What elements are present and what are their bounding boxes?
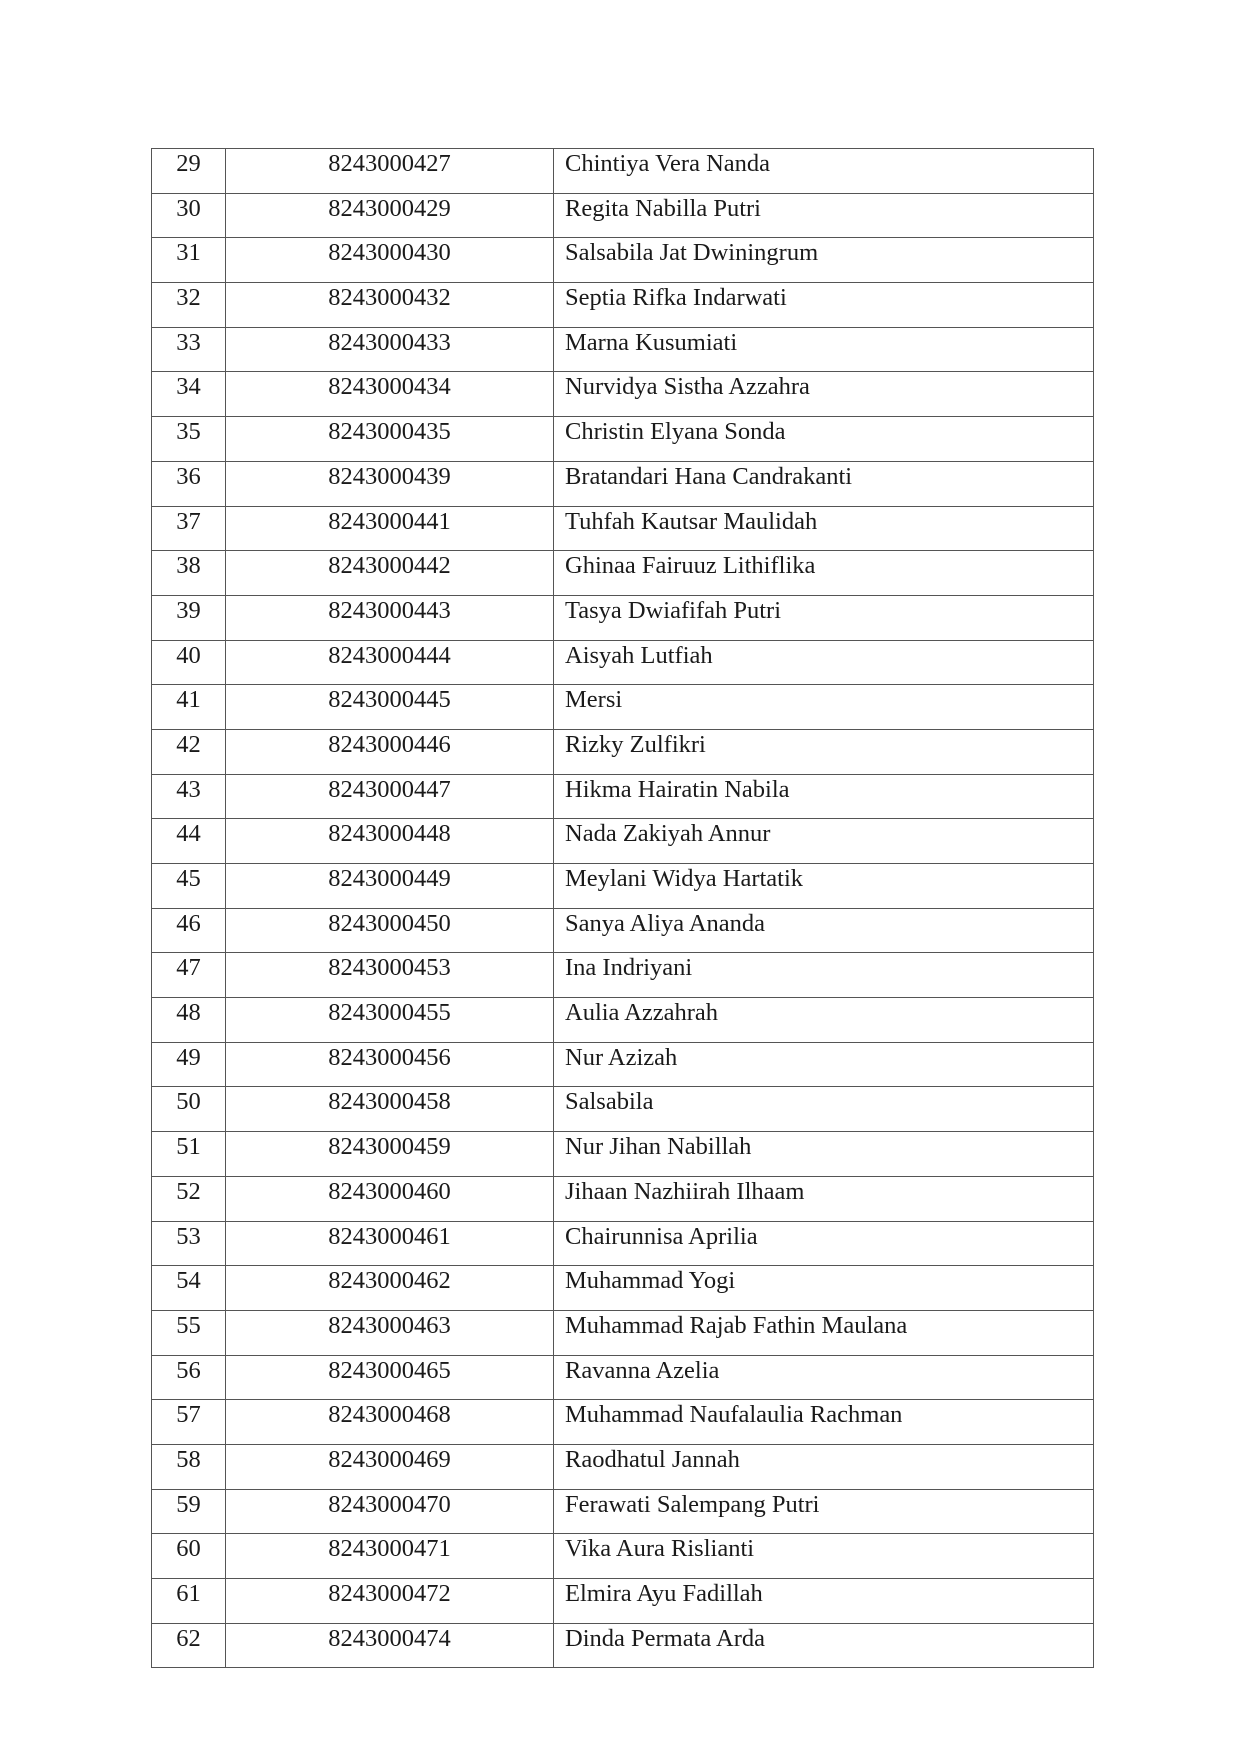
table-row [152, 1176, 1094, 1221]
student-name-cell [554, 1623, 1094, 1668]
table-row [152, 998, 1094, 1043]
student-id-cell [226, 595, 554, 640]
table-row [152, 149, 1094, 194]
student-id-cell-text: 8243000474 [328, 1624, 451, 1652]
table-row [152, 461, 1094, 506]
row-number-cell-text: 42 [176, 730, 201, 758]
table-row [152, 1087, 1094, 1132]
row-number-cell [152, 506, 226, 551]
row-number-cell-text: 31 [176, 239, 201, 267]
student-id-cell [226, 1579, 554, 1624]
row-number-cell [152, 1623, 226, 1668]
student-name-cell [554, 1266, 1094, 1311]
row-number-cell-text: 48 [176, 999, 201, 1027]
table-row [152, 1623, 1094, 1668]
student-id-cell-text: 8243000441 [328, 507, 451, 535]
student-name-cell-text: Christin Elyana Sonda [565, 418, 786, 446]
table-row [152, 819, 1094, 864]
student-id-cell [226, 819, 554, 864]
student-id-cell-text: 8243000458 [328, 1088, 451, 1116]
student-id-cell [226, 729, 554, 774]
row-number-cell-text: 38 [176, 552, 201, 580]
row-number-cell-text: 47 [176, 954, 201, 982]
student-name-cell [554, 193, 1094, 238]
student-id-cell [226, 1221, 554, 1266]
row-number-cell-text: 37 [176, 507, 201, 535]
student-id-cell-text: 8243000447 [328, 775, 451, 803]
student-name-cell [554, 1579, 1094, 1624]
student-id-cell [226, 1355, 554, 1400]
student-id-cell [226, 1400, 554, 1445]
table-row [152, 908, 1094, 953]
student-name-cell [554, 461, 1094, 506]
row-number-cell [152, 1221, 226, 1266]
student-id-cell-text: 8243000471 [328, 1535, 451, 1563]
student-name-cell [554, 1132, 1094, 1177]
student-name-cell-text: Ina Indriyani [565, 954, 693, 982]
student-id-cell-text: 8243000459 [328, 1133, 451, 1161]
table-row [152, 327, 1094, 372]
student-id-cell [226, 372, 554, 417]
table-row [152, 1042, 1094, 1087]
table-row [152, 1132, 1094, 1177]
student-id-cell-text: 8243000446 [328, 730, 451, 758]
student-name-cell-text: Mersi [565, 686, 623, 714]
student-name-cell-text: Bratandari Hana Candrakanti [565, 462, 853, 490]
student-name-cell-text: Muhammad Yogi [565, 1267, 736, 1295]
student-name-cell-text: Salsabila [565, 1088, 654, 1116]
student-id-cell-text: 8243000462 [328, 1267, 451, 1295]
student-name-cell-text: Regita Nabilla Putri [565, 194, 761, 222]
row-number-cell [152, 640, 226, 685]
student-id-cell [226, 551, 554, 596]
student-name-cell [554, 1444, 1094, 1489]
student-name-cell [554, 595, 1094, 640]
student-id-cell [226, 774, 554, 819]
student-id-cell [226, 685, 554, 730]
row-number-cell-text: 45 [176, 865, 201, 892]
row-number-cell [152, 729, 226, 774]
row-number-cell [152, 283, 226, 328]
student-id-cell-text: 8243000433 [328, 328, 451, 356]
row-number-cell-text: 43 [176, 775, 201, 803]
student-id-cell-text: 8243000448 [328, 820, 451, 848]
row-number-cell [152, 1444, 226, 1489]
table-row [152, 864, 1094, 909]
student-id-cell [226, 461, 554, 506]
row-number-cell [152, 998, 226, 1043]
row-number-cell [152, 417, 226, 462]
student-name-cell [554, 1534, 1094, 1579]
student-id-cell-text: 8243000456 [328, 1043, 451, 1071]
student-id-cell [226, 506, 554, 551]
row-number-cell [152, 1132, 226, 1177]
student-id-cell [226, 1310, 554, 1355]
student-id-cell [226, 1444, 554, 1489]
student-id-cell [226, 908, 554, 953]
row-number-cell [152, 372, 226, 417]
student-id-cell [226, 283, 554, 328]
student-id-cell-text: 8243000435 [328, 418, 451, 446]
row-number-cell-text: 32 [176, 284, 201, 312]
student-name-cell-text: Chairunnisa Aprilia [565, 1222, 758, 1250]
row-number-cell-text: 40 [176, 641, 201, 669]
row-number-cell [152, 819, 226, 864]
row-number-cell [152, 1355, 226, 1400]
row-number-cell [152, 864, 226, 909]
student-name-cell [554, 1087, 1094, 1132]
table-row [152, 640, 1094, 685]
student-id-cell-text: 8243000449 [328, 865, 451, 892]
student-name-cell-text: Marna Kusumiati [565, 328, 738, 356]
student-name-cell [554, 551, 1094, 596]
row-number-cell [152, 1400, 226, 1445]
row-number-cell [152, 1310, 226, 1355]
table-row [152, 953, 1094, 998]
student-id-cell [226, 417, 554, 462]
student-id-cell-text: 8243000463 [328, 1311, 451, 1339]
student-name-cell-text: Salsabila Jat Dwiningrum [565, 239, 819, 267]
row-number-cell [152, 1087, 226, 1132]
student-name-cell-text: Muhammad Naufalaulia Rachman [565, 1401, 903, 1429]
student-id-cell-text: 8243000434 [328, 373, 451, 401]
row-number-cell-text: 41 [176, 686, 201, 714]
student-id-cell [226, 1132, 554, 1177]
student-name-cell [554, 1489, 1094, 1534]
row-number-cell-text: 44 [176, 820, 201, 848]
row-number-cell-text: 34 [176, 373, 201, 401]
row-number-cell [152, 1266, 226, 1311]
student-id-cell-text: 8243000470 [328, 1490, 451, 1518]
student-table [151, 148, 1094, 1668]
student-id-cell-text: 8243000442 [328, 552, 451, 580]
student-name-cell-text: Meylani Widya Hartatik [565, 865, 804, 892]
row-number-cell-text: 57 [176, 1401, 201, 1429]
row-number-cell-text: 29 [176, 150, 201, 177]
student-name-cell-text: Jihaan Nazhiirah Ilhaam [565, 1177, 805, 1205]
student-table-body [152, 149, 1094, 1668]
row-number-cell-text: 36 [176, 462, 201, 490]
student-name-cell [554, 685, 1094, 730]
student-name-cell [554, 1310, 1094, 1355]
student-name-cell-text: Ferawati Salempang Putri [565, 1490, 820, 1518]
row-number-cell [152, 685, 226, 730]
row-number-cell [152, 1534, 226, 1579]
row-number-cell-text: 30 [176, 194, 201, 222]
student-id-cell-text: 8243000444 [328, 641, 451, 669]
row-number-cell [152, 595, 226, 640]
student-id-cell [226, 1534, 554, 1579]
table-row [152, 551, 1094, 596]
table-row [152, 595, 1094, 640]
row-number-cell [152, 238, 226, 283]
student-name-cell-text: Nada Zakiyah Annur [565, 820, 771, 848]
student-name-cell [554, 1400, 1094, 1445]
student-id-cell [226, 1623, 554, 1668]
student-id-cell-text: 8243000455 [328, 999, 451, 1027]
row-number-cell-text: 46 [176, 909, 201, 937]
student-name-cell-text: Elmira Ayu Fadillah [565, 1580, 763, 1607]
student-id-cell [226, 640, 554, 685]
row-number-cell [152, 774, 226, 819]
table-row [152, 1489, 1094, 1534]
student-name-cell [554, 1042, 1094, 1087]
student-name-cell [554, 327, 1094, 372]
table-row [152, 1310, 1094, 1355]
student-id-cell-text: 8243000430 [328, 239, 451, 267]
student-name-cell-text: Dinda Permata Arda [565, 1624, 766, 1652]
row-number-cell [152, 327, 226, 372]
student-id-cell-text: 8243000439 [328, 462, 451, 490]
row-number-cell [152, 1176, 226, 1221]
student-id-cell-text: 8243000429 [328, 194, 451, 222]
student-id-cell-text: 8243000443 [328, 596, 451, 624]
table-row [152, 685, 1094, 730]
student-name-cell-text: Vika Aura Rislianti [565, 1535, 755, 1563]
row-number-cell [152, 461, 226, 506]
student-name-cell [554, 417, 1094, 462]
table-row [152, 1579, 1094, 1624]
student-id-cell [226, 1176, 554, 1221]
student-id-cell [226, 998, 554, 1043]
student-id-cell [226, 149, 554, 194]
table-row [152, 417, 1094, 462]
student-name-cell-text: Tasya Dwiafifah Putri [565, 596, 782, 624]
row-number-cell-text: 62 [176, 1624, 201, 1652]
student-name-cell-text: Aulia Azzahrah [565, 999, 719, 1027]
student-id-cell-text: 8243000460 [328, 1177, 451, 1205]
table-row [152, 1400, 1094, 1445]
row-number-cell-text: 56 [176, 1356, 201, 1384]
student-id-cell [226, 1489, 554, 1534]
row-number-cell-text: 51 [176, 1133, 201, 1161]
student-name-cell-text: Nur Azizah [565, 1043, 678, 1071]
student-name-cell [554, 1176, 1094, 1221]
table-row [152, 1355, 1094, 1400]
row-number-cell-text: 33 [176, 328, 201, 356]
student-name-cell-text: Ghinaa Fairuuz Lithiflika [565, 552, 816, 580]
student-id-cell [226, 327, 554, 372]
student-id-cell-text: 8243000465 [328, 1356, 451, 1384]
student-id-cell [226, 864, 554, 909]
student-name-cell-text: Hikma Hairatin Nabila [565, 775, 790, 803]
student-id-cell-text: 8243000450 [328, 909, 451, 937]
table-row [152, 774, 1094, 819]
table-row [152, 238, 1094, 283]
student-name-cell-text: Septia Rifka Indarwati [565, 284, 787, 312]
student-id-cell-text: 8243000445 [328, 686, 451, 714]
student-name-cell-text: Tuhfah Kautsar Maulidah [565, 507, 818, 535]
student-id-cell [226, 193, 554, 238]
table-row [152, 283, 1094, 328]
table-row [152, 1266, 1094, 1311]
student-name-cell-text: Muhammad Rajab Fathin Maulana [565, 1311, 908, 1339]
row-number-cell-text: 61 [176, 1580, 201, 1607]
student-name-cell [554, 1221, 1094, 1266]
row-number-cell-text: 60 [176, 1535, 201, 1563]
student-name-cell-text: Nurvidya Sistha Azzahra [565, 373, 810, 401]
row-number-cell [152, 1579, 226, 1624]
student-id-cell [226, 1042, 554, 1087]
student-name-cell-text: Raodhatul Jannah [565, 1445, 740, 1473]
row-number-cell [152, 149, 226, 194]
table-row [152, 372, 1094, 417]
row-number-cell-text: 55 [176, 1311, 201, 1339]
student-id-cell-text: 8243000461 [328, 1222, 451, 1250]
student-name-cell-text: Rizky Zulfikri [565, 730, 706, 758]
student-name-cell-text: Ravanna Azelia [565, 1356, 720, 1384]
student-name-cell [554, 149, 1094, 194]
table-row [152, 1221, 1094, 1266]
row-number-cell-text: 50 [176, 1088, 201, 1116]
student-id-cell [226, 953, 554, 998]
student-name-cell [554, 372, 1094, 417]
table-row [152, 1534, 1094, 1579]
student-name-cell [554, 238, 1094, 283]
table-row [152, 1444, 1094, 1489]
row-number-cell-text: 52 [176, 1177, 201, 1205]
student-id-cell-text: 8243000468 [328, 1401, 451, 1429]
student-id-cell [226, 238, 554, 283]
student-name-cell-text: Sanya Aliya Ananda [565, 909, 766, 937]
row-number-cell-text: 54 [176, 1267, 201, 1295]
row-number-cell [152, 1042, 226, 1087]
student-id-cell-text: 8243000432 [328, 284, 451, 312]
row-number-cell [152, 1489, 226, 1534]
row-number-cell-text: 39 [176, 596, 201, 624]
student-name-cell [554, 729, 1094, 774]
table-row [152, 729, 1094, 774]
row-number-cell [152, 908, 226, 953]
student-name-cell [554, 908, 1094, 953]
student-id-cell-text: 8243000453 [328, 954, 451, 982]
student-name-cell [554, 864, 1094, 909]
student-name-cell-text: Nur Jihan Nabillah [565, 1133, 752, 1161]
table-row [152, 193, 1094, 238]
student-id-cell-text: 8243000427 [328, 150, 451, 177]
student-name-cell [554, 953, 1094, 998]
student-name-cell [554, 506, 1094, 551]
student-name-cell [554, 998, 1094, 1043]
student-name-cell [554, 774, 1094, 819]
student-id-cell-text: 8243000472 [328, 1580, 451, 1607]
row-number-cell-text: 35 [176, 418, 201, 446]
row-number-cell-text: 49 [176, 1043, 201, 1071]
student-id-cell [226, 1266, 554, 1311]
row-number-cell [152, 193, 226, 238]
row-number-cell-text: 58 [176, 1445, 201, 1473]
student-name-cell [554, 819, 1094, 864]
student-id-cell [226, 1087, 554, 1132]
student-name-cell [554, 1355, 1094, 1400]
student-name-cell [554, 640, 1094, 685]
row-number-cell-text: 53 [176, 1222, 201, 1250]
table-row [152, 506, 1094, 551]
student-name-cell [554, 283, 1094, 328]
student-name-cell-text: Aisyah Lutfiah [565, 641, 713, 669]
student-id-cell-text: 8243000469 [328, 1445, 451, 1473]
row-number-cell [152, 953, 226, 998]
row-number-cell-text: 59 [176, 1490, 201, 1518]
row-number-cell [152, 551, 226, 596]
student-name-cell-text: Chintiya Vera Nanda [565, 150, 771, 177]
